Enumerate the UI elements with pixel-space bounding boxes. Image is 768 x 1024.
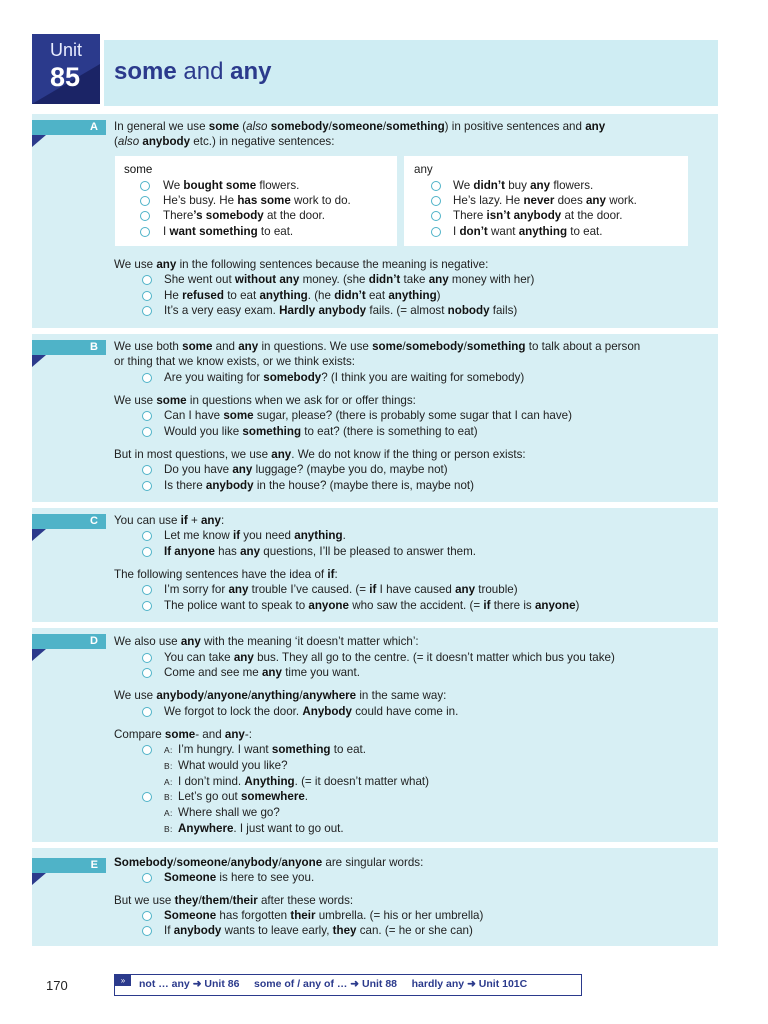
section-label-triangle bbox=[32, 135, 46, 147]
page-number: 170 bbox=[46, 978, 68, 993]
speaker-a: A: bbox=[164, 745, 173, 755]
section-b-line2: or thing that we know exists, or we think exists: bbox=[114, 355, 355, 368]
bullet-icon bbox=[142, 653, 152, 663]
bullet-icon bbox=[142, 531, 152, 541]
title-bar bbox=[104, 40, 718, 106]
section-a-negative-intro: We use any in the following sentences because the meaning is negative: bbox=[114, 258, 489, 271]
bullet-icon bbox=[142, 707, 152, 717]
section-d-line1: We also use any with the meaning ‘it doesn’t matter which’: bbox=[114, 635, 419, 648]
cross-reference-bar bbox=[114, 974, 582, 996]
dialogue-2-line-2: Where shall we go? bbox=[178, 806, 280, 819]
unit-badge bbox=[32, 34, 100, 104]
section-label: A bbox=[32, 120, 106, 135]
section-e-line2: But we use they/them/their after these words: bbox=[114, 894, 354, 907]
any-example-3: There isn’t anybody at the door. bbox=[453, 209, 623, 222]
section-label: D bbox=[32, 634, 106, 649]
section-c bbox=[32, 508, 718, 622]
section-b-line1: We use both some and any in questions. We use some/somebody/something to talk about a person bbox=[114, 340, 641, 353]
any-heading: any bbox=[414, 163, 433, 176]
question-example-4: Do you have any luggage? (maybe you do, maybe not) bbox=[164, 463, 448, 476]
section-e bbox=[32, 848, 718, 946]
section-e-line1: Somebody/someone/anybody/anyone are singular words: bbox=[114, 856, 424, 869]
some-example-3: There’s somebody at the door. bbox=[163, 209, 325, 222]
speaker-b: B: bbox=[164, 792, 173, 802]
ref-3[interactable]: hardly any ➜ Unit 101C bbox=[411, 978, 528, 990]
negative-example-3: It’s a very easy exam. Hardly anybody fails. (= almost nobody fails) bbox=[164, 304, 518, 317]
ref-1[interactable]: not … any ➜ Unit 86 bbox=[139, 978, 240, 990]
section-label-triangle bbox=[32, 649, 46, 661]
any-examples-box bbox=[404, 156, 688, 246]
unit-number: 85 bbox=[50, 62, 81, 92]
dialogue-2-line-3: Anywhere. I just want to go out. bbox=[178, 822, 344, 835]
any-meaning-example-2: Come and see me any time you want. bbox=[164, 666, 360, 679]
any-meaning-example-3: We forgot to lock the door. Anybody could have come in. bbox=[164, 705, 459, 718]
bullet-icon bbox=[142, 745, 152, 755]
unit-label: Unit bbox=[50, 40, 83, 60]
singular-example-1: Someone is here to see you. bbox=[164, 871, 315, 884]
some-examples-box bbox=[115, 156, 397, 246]
dialogue-2-line-1: Let’s go out somewhere. bbox=[178, 790, 309, 803]
if-example-4: The police want to speak to anyone who saw the accident. (= if there is anyone) bbox=[164, 599, 580, 612]
bullet-icon bbox=[142, 291, 152, 301]
negative-example-2: He refused to eat anything. (he didn’t eat anything) bbox=[164, 289, 441, 302]
any-example-4: I don’t want anything to eat. bbox=[453, 225, 603, 238]
bullet-icon bbox=[142, 668, 152, 678]
speaker-b: B: bbox=[164, 824, 173, 834]
bullet-icon bbox=[142, 926, 152, 936]
bullet-icon bbox=[142, 547, 152, 557]
dialogue-1-line-1: I’m hungry. I want something to eat. bbox=[178, 743, 366, 756]
section-c-line1: You can use if + any: bbox=[114, 514, 225, 527]
bullet-icon bbox=[140, 181, 150, 191]
bullet-icon bbox=[431, 227, 441, 237]
some-example-4: I want something to eat. bbox=[163, 225, 294, 238]
bullet-icon bbox=[142, 792, 152, 802]
bullet-icon bbox=[140, 227, 150, 237]
bullet-icon bbox=[142, 465, 152, 475]
some-example-1: We bought some flowers. bbox=[163, 179, 300, 192]
double-arrow-icon: » bbox=[115, 975, 131, 986]
bullet-icon bbox=[142, 306, 152, 316]
question-example-2: Can I have some sugar, please? (there is probably some sugar that I can have) bbox=[164, 409, 572, 422]
bullet-icon bbox=[142, 601, 152, 611]
bullet-icon bbox=[431, 181, 441, 191]
speaker-a: A: bbox=[164, 777, 173, 787]
section-label-triangle bbox=[32, 355, 46, 367]
some-heading: some bbox=[124, 163, 153, 176]
section-label-triangle bbox=[32, 529, 46, 541]
bullet-icon bbox=[142, 911, 152, 921]
if-example-2: If anyone has any questions, I’ll be pleased to answer them. bbox=[164, 545, 476, 558]
singular-example-3: If anybody wants to leave early, they can. (= he or she can) bbox=[164, 924, 473, 937]
question-example-3: Would you like something to eat? (there is something to eat) bbox=[164, 425, 478, 438]
any-example-1: We didn’t buy any flowers. bbox=[453, 179, 594, 192]
section-d-line2: We use anybody/anyone/anything/anywhere in the same way: bbox=[114, 689, 447, 702]
section-b bbox=[32, 334, 718, 502]
bullet-icon bbox=[140, 196, 150, 206]
bullet-icon bbox=[142, 427, 152, 437]
bullet-icon bbox=[142, 585, 152, 595]
speaker-b: B: bbox=[164, 761, 173, 771]
any-example-2: He’s lazy. He never does any work. bbox=[453, 194, 637, 207]
bullet-icon bbox=[431, 211, 441, 221]
section-label-triangle bbox=[32, 873, 46, 885]
question-example-5: Is there anybody in the house? (maybe there is, maybe not) bbox=[164, 479, 474, 492]
bullet-icon bbox=[140, 211, 150, 221]
negative-example-1: She went out without any money. (she didn’t take any money with her) bbox=[164, 273, 535, 286]
singular-example-2: Someone has forgotten their umbrella. (= his or her umbrella) bbox=[164, 909, 484, 922]
section-label: E bbox=[32, 858, 106, 873]
question-example-1: Are you waiting for somebody? (I think you are waiting for somebody) bbox=[164, 371, 525, 384]
section-label: C bbox=[32, 514, 106, 529]
section-c-line2: The following sentences have the idea of if: bbox=[114, 568, 338, 581]
page-title: some and any bbox=[114, 58, 272, 85]
some-example-2: He’s busy. He has some work to do. bbox=[163, 194, 351, 207]
bullet-icon bbox=[431, 196, 441, 206]
bullet-icon bbox=[142, 373, 152, 383]
any-meaning-example-1: You can take any bus. They all go to the centre. (= it doesn’t matter which bus you take) bbox=[164, 651, 615, 664]
section-label: B bbox=[32, 340, 106, 355]
section-d bbox=[32, 628, 718, 842]
section-b-line4: But in most questions, we use any. We do not know if the thing or person exists: bbox=[114, 448, 526, 461]
section-b-line3: We use some in questions when we ask for or offer things: bbox=[114, 394, 416, 407]
bullet-icon bbox=[142, 411, 152, 421]
bullet-icon bbox=[142, 481, 152, 491]
speaker-a: A: bbox=[164, 808, 173, 818]
bullet-icon bbox=[142, 873, 152, 883]
if-example-1: Let me know if you need anything. bbox=[164, 529, 346, 542]
dialogue-1-line-3: I don’t mind. Anything. (= it doesn’t matter what) bbox=[178, 775, 429, 788]
section-a bbox=[32, 114, 718, 328]
section-a-intro-line2: (also anybody etc.) in negative sentences: bbox=[114, 135, 335, 148]
if-example-3: I’m sorry for any trouble I’ve caused. (= if I have caused any trouble) bbox=[164, 583, 518, 596]
section-d-line3: Compare some- and any-: bbox=[114, 728, 252, 741]
dialogue-1-line-2: What would you like? bbox=[178, 759, 288, 772]
bullet-icon bbox=[142, 275, 152, 285]
ref-2[interactable]: some of / any of … ➜ Unit 88 bbox=[254, 978, 398, 990]
cross-references bbox=[139, 978, 527, 990]
section-a-intro-line1: In general we use some (also somebody/someone/something) in positive sentences and any bbox=[114, 120, 606, 133]
